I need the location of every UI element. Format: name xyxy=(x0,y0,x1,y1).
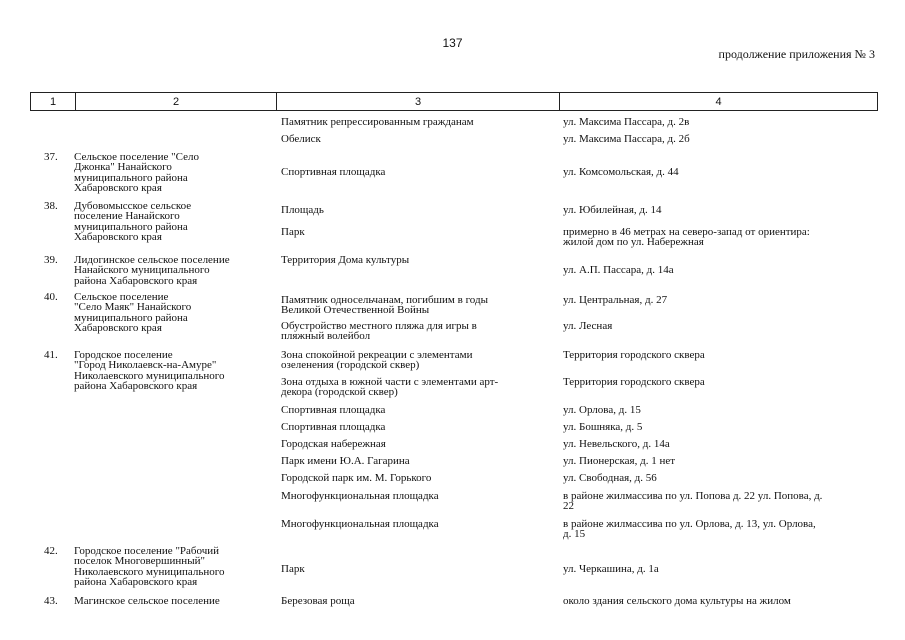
municipality-name: Хабаровского края xyxy=(74,321,162,334)
object-address: д. 15 xyxy=(563,528,586,541)
municipality-name: Городское поселение "Рабочий xyxy=(74,545,220,557)
object-address: ул. Лесная xyxy=(563,320,613,332)
object-address: ул. Черкашина, д. 1а xyxy=(563,563,659,575)
object-address: 22 xyxy=(563,500,574,513)
object-name: декора (городской сквер) xyxy=(281,386,398,399)
object-name: Многофункциональная площадка xyxy=(281,490,439,502)
object-name: Многофункциональная площадка xyxy=(281,518,439,530)
object-address: Территория городского сквера xyxy=(563,376,705,388)
object-address: ул. Бошняка, д. 5 xyxy=(563,421,643,433)
municipality-name: Дубовомысское сельское xyxy=(74,200,192,212)
object-name: Зона отдыха в южной части с элементами арт- xyxy=(281,376,499,388)
municipality-name: Магинское сельское поселение xyxy=(74,595,220,607)
object-address: ул. Центральная, д. 27 xyxy=(563,294,668,306)
object-address: ул. А.П. Пассара, д. 14а xyxy=(563,264,674,276)
municipality-name: Хабаровского края xyxy=(74,230,162,243)
continuation-note: продолжение приложения № 3 xyxy=(718,47,875,61)
row-number: 40. xyxy=(44,291,58,303)
object-name: Площадь xyxy=(281,204,324,216)
object-address: в районе жилмассива по ул. Попова д. 22 ул. Попова, д. xyxy=(563,490,823,502)
object-address: около здания сельского дома культуры на жилом xyxy=(563,595,791,607)
object-name: Березовая роща xyxy=(281,595,355,607)
municipality-name: Хабаровского края xyxy=(74,181,162,194)
header-col-4: 4 xyxy=(715,95,722,108)
object-name: Городская набережная xyxy=(281,438,386,450)
header-col-2: 2 xyxy=(76,93,277,110)
municipality-name: Сельское поселение xyxy=(74,291,169,303)
table-header xyxy=(30,92,878,111)
row-number: 42. xyxy=(44,545,58,557)
object-address: в районе жилмассива по ул. Орлова, д. 13, ул. Орлова, xyxy=(563,518,816,530)
object-address: жилой дом по ул. Набережная xyxy=(563,236,704,249)
object-address: ул. Пионерская, д. 1 нет xyxy=(563,455,676,467)
object-name: Территория Дома культуры xyxy=(281,254,410,266)
object-name: Спортивная площадка xyxy=(281,404,386,416)
municipality-name: Нанайского муниципального xyxy=(74,264,210,277)
municipality-name: Городское поселение xyxy=(74,349,173,361)
object-name: Памятник односельчанам, погибшим в годы xyxy=(281,294,488,306)
object-name: Великой Отечественной Войны xyxy=(281,304,430,317)
object-address: ул. Орлова, д. 15 xyxy=(563,404,641,416)
object-address: ул. Комсомольская, д. 44 xyxy=(563,166,679,178)
object-name: Парк xyxy=(281,226,305,238)
object-name: Памятник репрессированным гражданам xyxy=(281,116,474,128)
object-address: Территория городского сквера xyxy=(563,349,705,361)
object-address: ул. Максима Пассара, д. 2в xyxy=(563,116,690,128)
header-col-1: 1 xyxy=(31,93,76,110)
municipality-name: района Хабаровского края xyxy=(74,575,198,588)
object-name: пляжный волейбол xyxy=(281,330,371,343)
object-name: Обелиск xyxy=(281,133,321,145)
municipality-name: Николаевского муниципального xyxy=(74,369,225,382)
object-address: ул. Максима Пассара, д. 2б xyxy=(563,133,690,145)
row-number: 38. xyxy=(44,200,58,212)
row-number: 43. xyxy=(44,595,58,607)
municipality-name: "Село Маяк" Нанайского xyxy=(74,301,192,314)
object-name: Спортивная площадка xyxy=(281,166,386,178)
object-name: Зона спокойной рекреации с элементами xyxy=(281,349,473,361)
municipality-name: муниципального района xyxy=(74,311,188,324)
object-address: примерно в 46 метрах на северо-запад от ориентира: xyxy=(563,226,810,238)
row-number: 41. xyxy=(44,349,58,361)
object-address: ул. Невельского, д. 14а xyxy=(563,438,670,450)
object-name: Парк имени Ю.А. Гагарина xyxy=(281,455,410,467)
municipality-name: Сельское поселение "Село xyxy=(74,151,199,163)
object-name: Спортивная площадка xyxy=(281,421,386,433)
municipality-name: района Хабаровского края xyxy=(74,274,198,287)
municipality-name: района Хабаровского края xyxy=(74,379,198,392)
object-address: ул. Юбилейная, д. 14 xyxy=(563,204,662,216)
row-number: 39. xyxy=(44,254,58,266)
header-col-3: 3 xyxy=(277,93,560,110)
object-address: ул. Свободная, д. 56 xyxy=(563,472,657,484)
object-name: Парк xyxy=(281,563,305,575)
row-number: 37. xyxy=(44,151,58,163)
page-number: 137 xyxy=(442,36,463,50)
object-name: Обустройство местного пляжа для игры в xyxy=(281,320,477,332)
municipality-name: муниципального района xyxy=(74,220,188,233)
object-name: озеленения (городской сквер) xyxy=(281,359,420,372)
municipality-name: Джонка" Нанайского xyxy=(74,161,172,174)
municipality-name: "Город Николаевск-на-Амуре" xyxy=(74,359,217,372)
municipality-name: Лидогинское сельское поселение xyxy=(74,254,230,266)
municipality-name: Николаевского муниципального xyxy=(74,565,225,578)
municipality-name: муниципального района xyxy=(74,171,188,184)
municipality-name: поселение Нанайского xyxy=(74,210,180,223)
object-name: Городской парк им. М. Горького xyxy=(281,472,432,484)
municipality-name: поселок Многовершинный" xyxy=(74,555,205,568)
